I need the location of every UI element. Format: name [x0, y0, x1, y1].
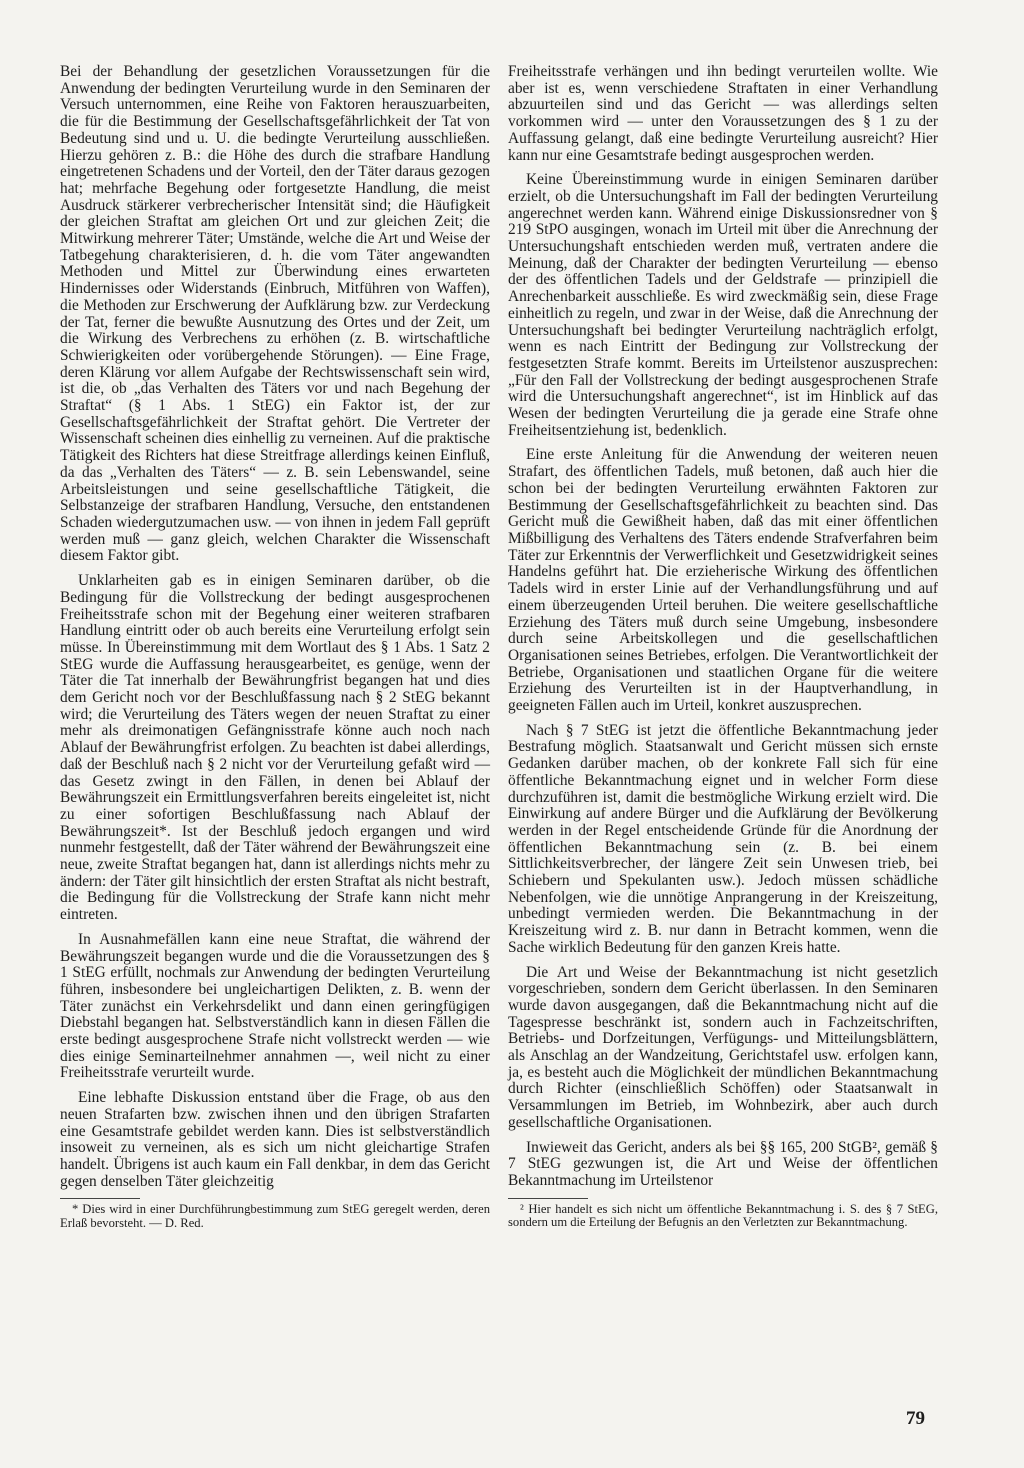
paragraph: Eine lebhafte Diskussion entstand über die Frage, ob aus den neuen Strafarten bzw. zwischen ihnen und den übrigen Strafarten eine Gesamtstrafe gebildet werden kann. Dies ist selbstverständlich insoweit zu verneinen, als es sich um nicht gleichartige Strafen handelt. Übrigens ist auch kaum ein Fall denkbar, in dem das Gericht gegen denselben Täter gleichzeitig [60, 1089, 490, 1190]
paragraph: Bei der Behandlung der gesetzlichen Voraussetzungen für die Anwendung der bedingten Verurteilung wurde in den Seminaren der Versuch unternommen, eine Reihe von Faktoren herauszuarbeiten, die für die Bestimmung der Gesellschaftsgefährlichkeit der Tat von Bedeutung sind und u. U. die bedingte Verurteilung ausschließen. Hierzu gehören z. B.: die Höhe des durch die strafbare Handlung eingetretenen Schadens und der Vorteil, den der Täter daraus gezogen hat; mehrfache Begehung oder fortgesetzte Handlung, die meist Ausdruck stärkerer verbrecherischer Intensität sind; die Häufigkeit der gleichen Straftat am gleichen Ort und zur gleichen Zeit; die Mitwirkung mehrerer Täter; Umstände, welche die Art und Weise der Tatbegehung charakterisieren, d. h. die vom Täter angewandten Methoden und Mittel zur Überwindung eines erwarteten Hindernisses oder Widerstands (Einbruch, Mitführen von Waffen), die Methoden zur Erschwerung der Aufklärung bzw. zur Verdeckung der Tat, ferner die bewußte Ausnutzung des Ortes und der Zeit, um die Wirkung des Verbrechens zu erhöhen (z. B. wirtschaftliche Schwierigkeiten oder vorübergehende Störungen). — Eine Frage, deren Klärung vor allem Aufgabe der Rechtswissenschaft sein wird, ist die, ob „das Verhalten des Täters vor und nach Begehung der Straftat“ (§ 1 Abs. 1 StEG) ein Faktor ist, der zur Gesellschaftsgefährlichkeit der Straftat gehört. Die Vertreter der Wissenschaft scheinen dies einhellig zu verneinen. Auf die praktische Tätigkeit des Richters hat diese Streitfrage allerdings keinen Einfluß, da das „Verhalten des Täters“ — z. B. sein Lebenswandel, seine Arbeitsleistungen und seine gesellschaftliche Tätigkeit, die Selbstanzeige der strafbaren Handlung, Versuche, den entstandenen Schaden wiedergutzumachen usw. — von ihnen in jedem Fall geprüft werden muß — ganz gleich, welchen Charakter die Wissenschaft diesem Faktor gibt. [60, 63, 490, 565]
paragraph: Nach § 7 StEG ist jetzt die öffentliche Bekanntmachung jeder Bestrafung möglich. Staatsanwalt und Gericht müssen sich ernste Gedanken darüber machen, ob der konkrete Fall sich für eine öffentliche Bekanntmachung eignet und in welcher Form diese durchzuführen ist, damit die bestmögliche Wirkung erzielt wird. Die Einwirkung auf andere Bürger und die Aufklärung der Bevölkerung werden in der Regel entscheidende Gründe für die Anordnung der öffentlichen Bekanntmachung sein (z. B. bei einem Sittlichkeitsverbrecher, der längere Zeit sein Unwesen trieb, bei Schiebern und Spekulanten usw.). Jedoch müssen schädliche Nebenfolgen, wie die unnötige Anprangerung in der Kreiszeitung, unbedingt vermieden werden. Die Bekanntmachung in der Kreiszeitung wird z. B. nur dann in Betracht kommen, wenn die Sache wirklich Bedeutung für den ganzen Kreis hatte. [508, 721, 938, 956]
footnote-divider [508, 1198, 588, 1199]
page-number: 79 [906, 1408, 925, 1429]
paragraph: Die Art und Weise der Bekanntmachung ist nicht gesetzlich vorgeschrieben, sondern dem Gericht überlassen. In den Seminaren wurde davon ausgegangen, daß die Bekanntmachung nicht auf die Tagespresse beschränkt ist, sondern auch in Fachzeitschriften, Betriebs- und Dorfzeitungen, Verfügungs- und Mitteilungsblättern, als Anschlag an der Wandzeitung, Gerichtstafel usw. erfolgen kann, ja, es besteht auch die Möglichkeit der mündlichen Bekanntmachung durch Richter (einschließlich Schöffen) oder Staatsanwalt in Versammlungen im Betrieb, im Wohnbezirk, aber auch durch gesellschaftliche Organisationen. [508, 963, 938, 1131]
paragraph: Eine erste Anleitung für die Anwendung der weiteren neuen Strafart, des öffentlichen Tadels, muß betonen, daß auch hier die schon bei der bedingten Verurteilung erwähnten Faktoren zur Bestimmung der Gesellschaftsgefährlichkeit zu beachten sind. Das Gericht muß die Gewißheit haben, daß das mit einer öffentlichen Mißbilligung des Verhaltens des Täters endende Strafverfahren beim Täter zur Erkenntnis der Verwerflichkeit und Gesetzwidrigkeit seines Handelns geführt hat. Die erzieherische Wirkung des öffentlichen Tadels wird in erster Linie auf der Verhandlungsführung und auf einem überzeugenden Urteil beruhen. Die weitere gesellschaftliche Erziehung des Täters muß durch seine Umgebung, insbesondere durch seine Arbeitskollegen und die gesellschaftlichen Organisationen seines Betriebes, erfolgen. Die Verantwortlichkeit der Betriebe, Organisationen und staatlichen Organe für die weitere Erziehung des Verurteilten ist in der Hauptverhandlung, in geeigneten Fällen auch im Urteil, konkret auszusprechen. [508, 446, 938, 715]
left-column [60, 64, 490, 1231]
paragraph: In Ausnahmefällen kann eine neue Straftat, die während der Bewährungszeit begangen wurde und die die Voraussetzungen des § 1 StEG erfüllt, nochmals zur Anwendung der bedingten Verurteilung führen, insbesondere bei ungleichartigen Delikten, z. B. wenn der Täter zunächst ein Verkehrsdelikt und dann einen geringfügigen Diebstahl begangen hat. Selbstverständlich kann in diesen Fällen die erste bedingt ausgesprochene Strafe nicht vollstreckt werden — wie dies einige Seminarteilnehmer annahmen —, weil nicht zu einer Freiheitsstrafe verurteilt wurde. [60, 930, 490, 1082]
paragraph: Unklarheiten gab es in einigen Seminaren darüber, ob die Bedingung für die Vollstreckung der bedingt ausgesprochenen Freiheitsstrafe schon mit der Begehung einer weiteren strafbaren Handlung eintritt oder ob auch bereits eine Verurteilung erfolgt sein müsse. In Übereinstimmung mit dem Wortlaut des § 1 Abs. 1 Satz 2 StEG wurde die Auffassung herausgearbeitet, es genüge, wenn der Täter die Tat innerhalb der Bewährungfrist begangen hat und dies dem Gericht noch vor der Beschlußfassung nach § 2 StEG bekannt wird; die Verurteilung des Täters wegen der neuen Straftat zu einer mehr als dreimonatigen Gefängnisstrafe könne auch noch nach Ablauf der Bewährungfrist erfolgen. Zu beachten ist dabei allerdings, daß der Beschluß nach § 2 nicht vor der Verurteilung gefaßt wird — das Gesetz zwingt in den Fällen, in denen bei Ablauf der Bewährungszeit ein Ermittlungsverfahren bereits eingeleitet ist, nicht zu einer sofortigen Beschlußfassung nach Ablauf der Bewährungszeit*. Ist der Beschluß jedoch ergangen und wird nunmehr festgestellt, daß der Täter während der Bewährungszeit eine neue, zweite Straftat begangen hat, dann ist allerdings nichts mehr zu ändern: der Täter gilt hinsichtlich der ersten Straftat als nicht bestraft, die Bedingung für die Vollstreckung der Strafe kann nicht mehr eintreten. [60, 572, 490, 924]
right-column [508, 64, 938, 1230]
footnote-divider [60, 1198, 140, 1199]
paragraph: Inwieweit das Gericht, anders als bei §§ 165, 200 StGB², gemäß § 7 StEG gezwungen ist, die Art und Weise der öffentlichen Bekanntmachung im Urteilstenor [508, 1138, 938, 1189]
footnote: ² Hier handelt es sich nicht um öffentliche Bekanntmachung i. S. des § 7 StEG, sondern um die Erteilung der Befugnis an den Verletzten zur Bekanntmachung. [508, 1201, 938, 1230]
paragraph: Freiheitsstrafe verhängen und ihn bedingt verurteilen wollte. Wie aber ist es, wenn verschiedene Straftaten in einer Verhandlung abzuurteilen sind und das Gericht — was allerdings selten vorkommen wird — unter den Voraussetzungen des § 1 zu der Auffassung gelangt, daß eine bedingte Verurteilung ausreicht? Hier kann nur eine Gesamtstrafe bedingt ausgesprochen werden. [508, 63, 938, 164]
paragraph: Keine Übereinstimmung wurde in einigen Seminaren darüber erzielt, ob die Untersuchungshaft im Fall der bedingten Verurteilung angerechnet werden kann. Während einige Diskussionsredner von § 219 StPO ausgingen, wonach im Urteil mit über die Anrechnung der Untersuchungshaft entschieden werden muß, vertraten andere die Meinung, daß der Charakter der bedingten Verurteilung — ebenso der des öffentlichen Tadels und der Geldstrafe — prinzipiell die Anrechenbarkeit ausschließe. Es wird zweckmäßig sein, diese Frage einheitlich zu regeln, und zwar in der Weise, daß die Anrechnung der Untersuchungshaft bei bedingter Verurteilung nachträglich erfolgt, wenn es nach Eintritt der Bedingung zur Vollstreckung der festgesetzten Strafe kommt. Bereits im Urteilstenor auszusprechen: „Für den Fall der Vollstreckung der bedingt ausgesprochenen Strafe wird die Untersuchungshaft angerechnet“, ist im Hinblick auf das Wesen der bedingten Verurteilung die ja gerade eine Strafe ohne Freiheitsentziehung ist, bedenklich. [508, 171, 938, 439]
footnote: * Dies wird in einer Durchführungbestimmung zum StEG geregelt werden, deren Erlaß bevorsteht. — D. Red. [60, 1202, 490, 1230]
